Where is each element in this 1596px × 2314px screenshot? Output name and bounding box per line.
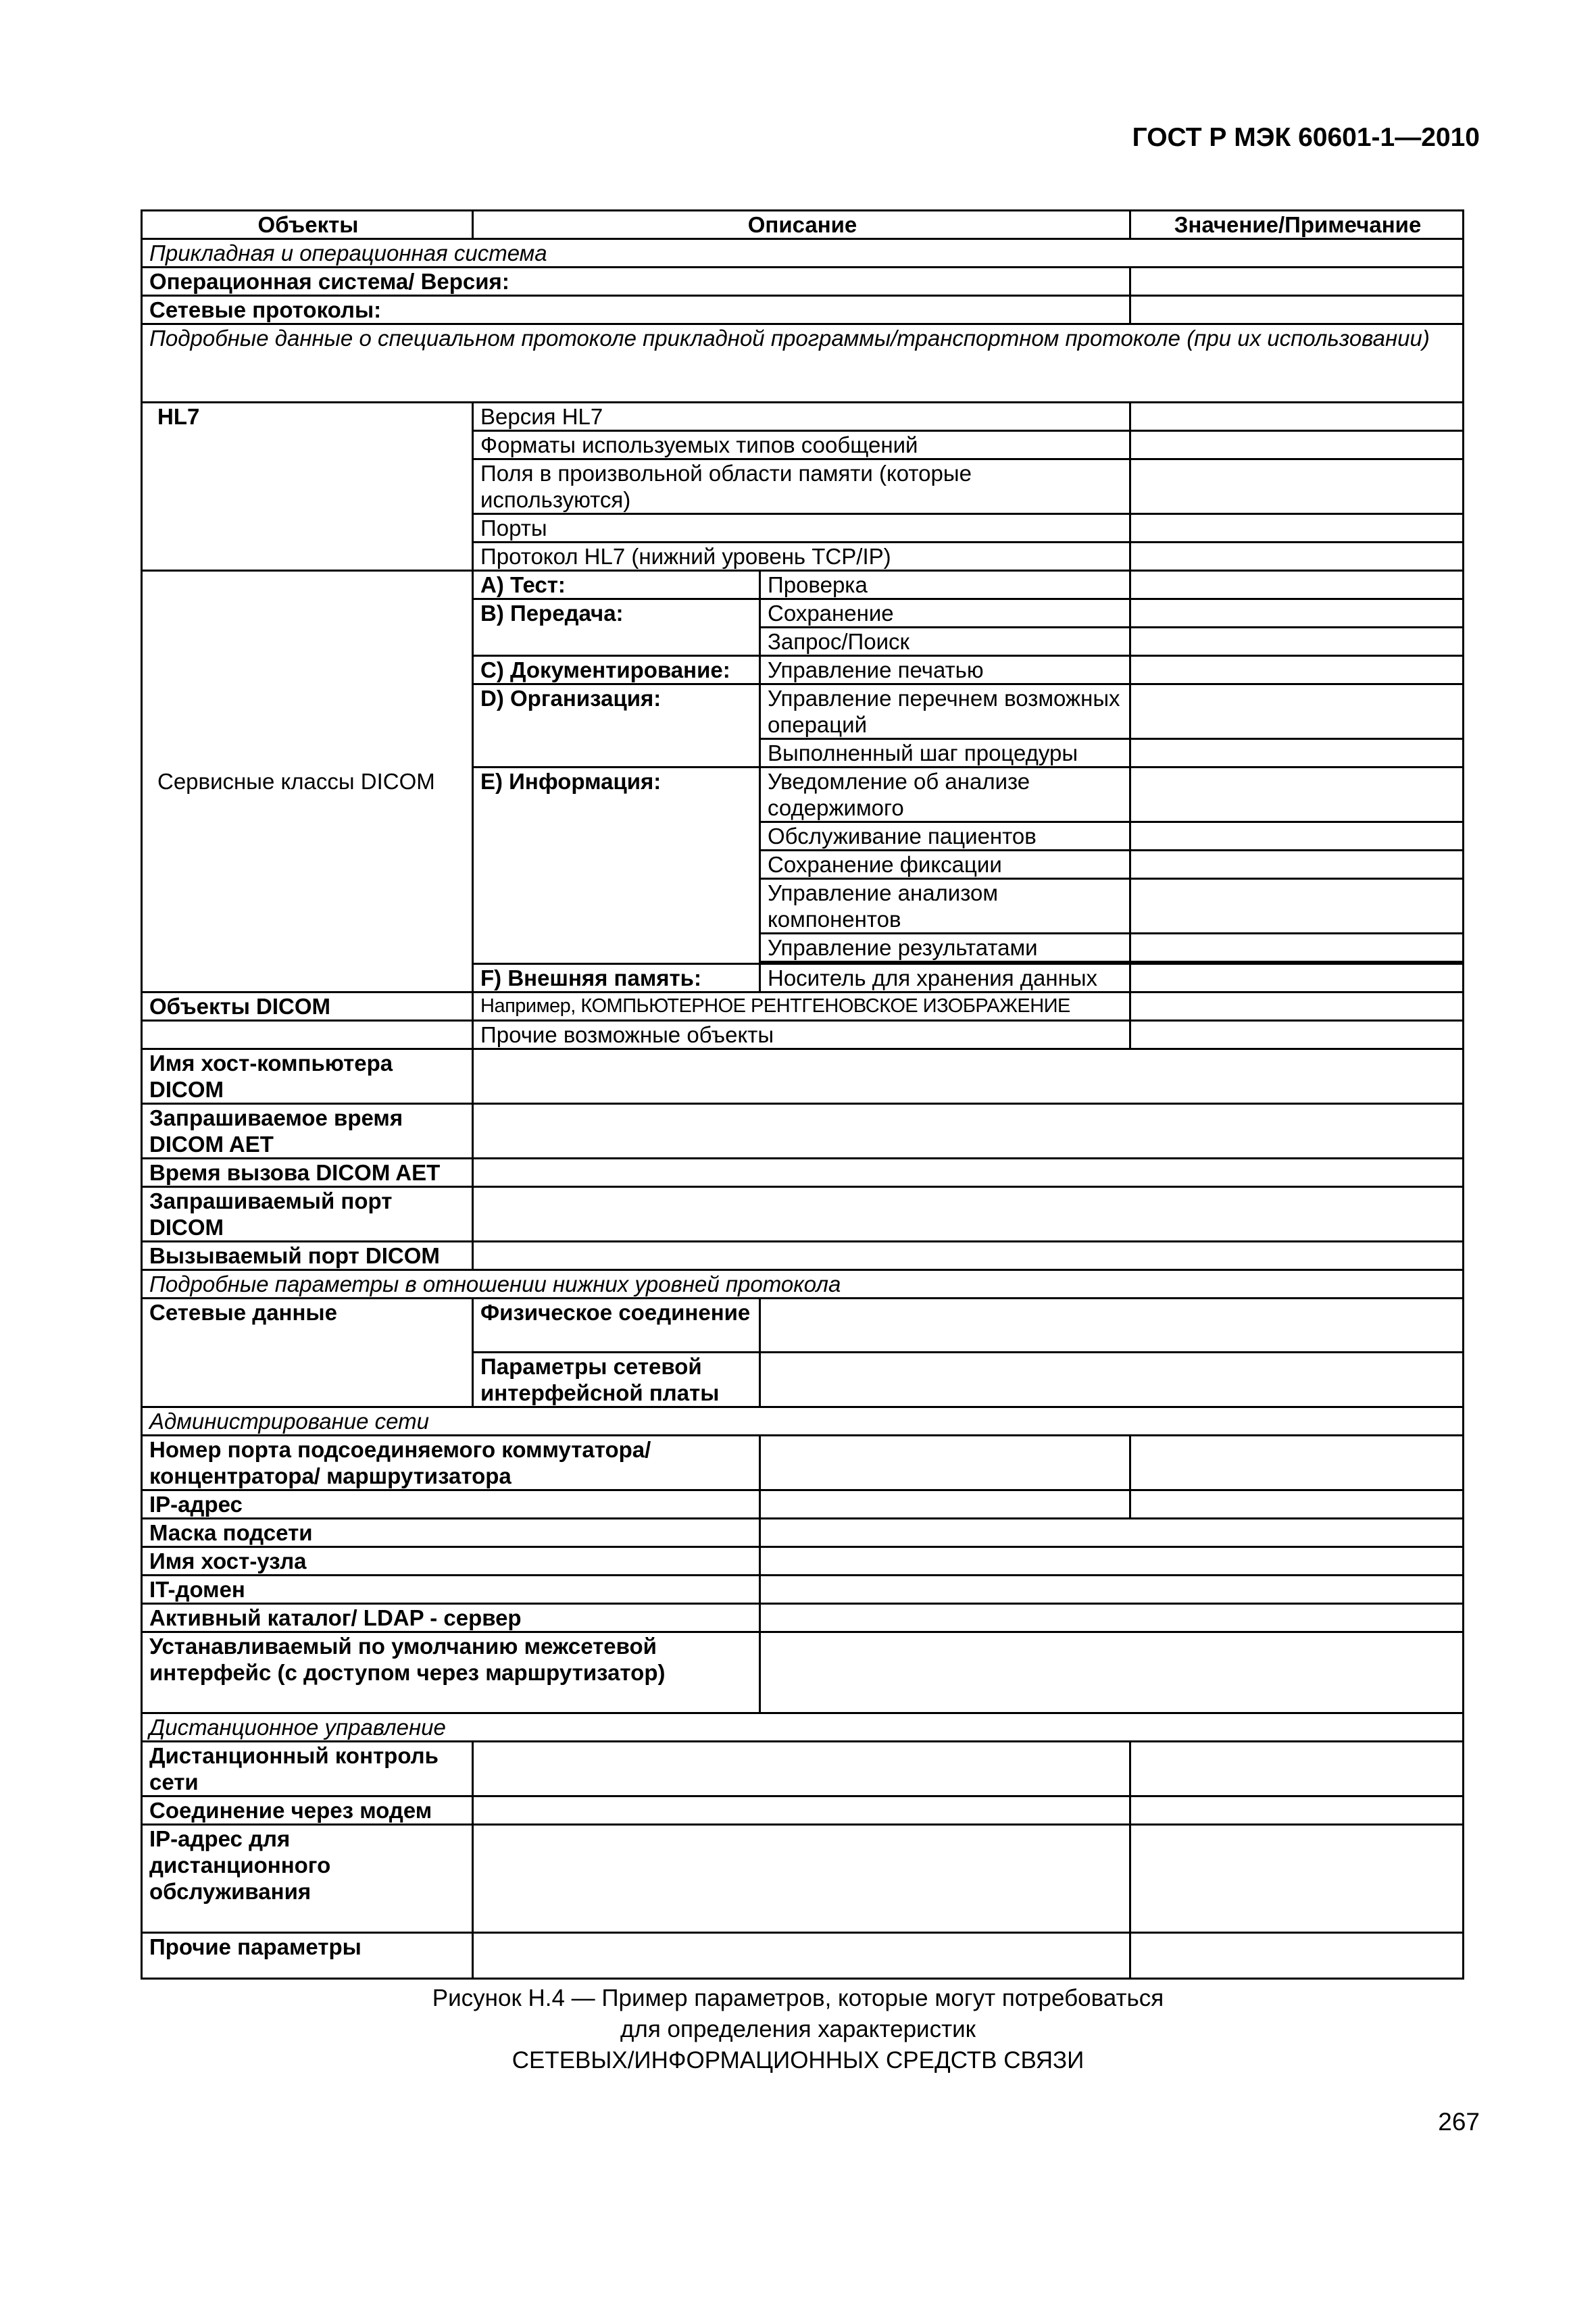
admin-subnet-value[interactable] (760, 1519, 1464, 1547)
dicom-requested-port-label: Запрашиваемый порт DICOM (142, 1187, 473, 1242)
dicom-service-value[interactable] (1130, 934, 1464, 962)
remote-ip-label: IP-адрес для дистанционного обслуживания (142, 1825, 473, 1933)
dicom-service-item: Управление результатами (760, 934, 1130, 962)
admin-ip-label: IP-адрес (142, 1490, 760, 1519)
nic-params-value[interactable] (760, 1353, 1464, 1407)
modem-connection-value[interactable] (473, 1796, 1130, 1825)
dicom-service-class-c: C) Документирование: (473, 656, 760, 684)
dicom-service-value[interactable] (1130, 739, 1464, 768)
os-version-value[interactable] (1130, 268, 1464, 296)
admin-gateway-label: Устанавливаемый по умолчанию межсетевой интерфейс (с доступом через маршрутизатор) (142, 1632, 760, 1713)
remote-monitoring-note[interactable] (1130, 1742, 1464, 1796)
dicom-objects-example: Например, КОМПЬЮТЕРНОЕ РЕНТГЕНОВСКОЕ ИЗОБРАЖЕНИЕ (473, 992, 1130, 1021)
dicom-objects-value[interactable] (1130, 992, 1464, 1021)
modem-connection-note[interactable] (1130, 1796, 1464, 1825)
section-remote: Дистанционное управление (142, 1713, 1464, 1742)
dicom-service-item: Управление печатью (760, 656, 1130, 684)
page-number: 267 (1438, 2108, 1480, 2136)
admin-subnet-label: Маска подсети (142, 1519, 760, 1547)
dicom-service-value[interactable] (1130, 851, 1464, 879)
dicom-objects-empty (142, 1021, 473, 1049)
standard-header: ГОСТ Р МЭК 60601-1—2010 (1132, 123, 1480, 152)
hl7-value[interactable] (1130, 459, 1464, 514)
admin-gateway-value[interactable] (760, 1632, 1464, 1713)
parameters-table (141, 209, 1464, 1980)
network-protocols-value[interactable] (1130, 296, 1464, 324)
dicom-service-value[interactable] (1130, 822, 1464, 851)
admin-switch-port-label: Номер порта подсоединяемого коммутатора/ концентратора/ маршрутизатора (142, 1436, 760, 1490)
dicom-service-item: Носитель для хранения данных (760, 964, 1130, 992)
other-params-value[interactable] (473, 1933, 1130, 1979)
hl7-item: Протокол HL7 (нижний уровень TCP/IP) (473, 543, 1130, 571)
dicom-objects-other: Прочие возможные объекты (473, 1021, 1130, 1049)
remote-monitoring-label: Дистанционный контроль сети (142, 1742, 473, 1796)
dicom-service-value[interactable] (1130, 768, 1464, 822)
nic-params-label: Параметры сетевой интерфейсной платы (473, 1353, 760, 1407)
admin-hostname-label: Имя хост-узла (142, 1547, 760, 1576)
col-value-header: Значение/Примечание (1130, 211, 1464, 239)
dicom-service-value[interactable] (1130, 628, 1464, 656)
admin-switch-port-value[interactable] (760, 1436, 1130, 1490)
dicom-service-class-e: E) Информация: (473, 768, 760, 964)
admin-ip-note[interactable] (1130, 1490, 1464, 1519)
dicom-service-value[interactable] (1130, 684, 1464, 739)
admin-switch-port-note[interactable] (1130, 1436, 1464, 1490)
remote-ip-value[interactable] (473, 1825, 1130, 1933)
remote-ip-note[interactable] (1130, 1825, 1464, 1933)
dicom-service-item: Сохранение фиксации (760, 851, 1130, 879)
dicom-called-port-value[interactable] (473, 1242, 1464, 1270)
dicom-service-value[interactable] (1130, 656, 1464, 684)
dicom-call-time-value[interactable] (473, 1159, 1464, 1187)
physical-connection-value[interactable] (760, 1299, 1464, 1353)
dicom-service-item: Сохранение (760, 599, 1130, 628)
dicom-service-value[interactable] (1130, 879, 1464, 934)
hl7-item: Форматы используемых типов сообщений (473, 431, 1130, 459)
hl7-item: Порты (473, 514, 1130, 543)
section-app-os: Прикладная и операционная система (142, 239, 1464, 268)
section-network-admin: Администрирование сети (142, 1407, 1464, 1436)
dicom-called-port-label: Вызываемый порт DICOM (142, 1242, 473, 1270)
dicom-service-value[interactable] (1130, 964, 1464, 992)
dicom-services-label: Сервисные классы DICOM (142, 571, 473, 992)
hl7-item: Поля в произвольной области памяти (которые используются) (473, 459, 1130, 514)
figure-caption-line3: СЕТЕВЫХ/ИНФОРМАЦИОННЫХ СРЕДСТВ СВЯЗИ (512, 2047, 1084, 2073)
dicom-service-item: Запрос/Поиск (760, 628, 1130, 656)
dicom-service-item: Управление перечнем возможных операций (760, 684, 1130, 739)
dicom-service-item: Управление анализом компонентов (760, 879, 1130, 934)
hl7-value[interactable] (1130, 403, 1464, 431)
dicom-host-value[interactable] (473, 1049, 1464, 1104)
dicom-service-value[interactable] (1130, 571, 1464, 599)
admin-it-domain-value[interactable] (760, 1576, 1464, 1604)
admin-it-domain-label: IT-домен (142, 1576, 760, 1604)
os-version-label: Операционная система/ Версия: (142, 268, 1130, 296)
dicom-service-item: Уведомление об анализе содержимого (760, 768, 1130, 822)
hl7-label: HL7 (142, 403, 473, 571)
dicom-service-class-d: D) Организация: (473, 684, 760, 768)
admin-ldap-value[interactable] (760, 1604, 1464, 1632)
physical-connection-label: Физическое соединение (473, 1299, 760, 1353)
dicom-requested-time-value[interactable] (473, 1104, 1464, 1159)
dicom-service-class-f: F) Внешняя память: (473, 964, 760, 992)
other-params-label: Прочие параметры (142, 1933, 473, 1979)
hl7-value[interactable] (1130, 514, 1464, 543)
dicom-service-class-a: A) Тест: (473, 571, 760, 599)
hl7-value[interactable] (1130, 543, 1464, 571)
section-lower-levels: Подробные параметры в отношении нижних уровней протокола (142, 1270, 1464, 1299)
hl7-item: Версия HL7 (473, 403, 1130, 431)
dicom-service-class-b: B) Передача: (473, 599, 760, 656)
dicom-call-time-label: Время вызова DICOM AET (142, 1159, 473, 1187)
admin-hostname-value[interactable] (760, 1547, 1464, 1576)
dicom-requested-time-label: Запрашиваемое время DICOM AET (142, 1104, 473, 1159)
dicom-host-label: Имя хост-компьютера DICOM (142, 1049, 473, 1104)
figure-caption-line1: Рисунок Н.4 — Пример параметров, которые могут потребоваться (432, 1985, 1164, 2011)
dicom-service-item: Выполненный шаг процедуры (760, 739, 1130, 768)
admin-ip-value[interactable] (760, 1490, 1130, 1519)
col-description-header: Описание (473, 211, 1130, 239)
remote-monitoring-value[interactable] (473, 1742, 1130, 1796)
figure-caption-line2: для определения характеристик (620, 2016, 976, 2042)
hl7-value[interactable] (1130, 431, 1464, 459)
dicom-requested-port-value[interactable] (473, 1187, 1464, 1242)
col-objects-header: Объекты (142, 211, 473, 239)
dicom-service-value[interactable] (1130, 599, 1464, 628)
network-protocols-label: Сетевые протоколы: (142, 296, 1130, 324)
other-params-note[interactable] (1130, 1933, 1464, 1979)
protocol-details-note: Подробные данные о специальном протоколе прикладной программы/транспортном протоколе (при их использовании) (142, 324, 1464, 403)
modem-connection-label: Соединение через модем (142, 1796, 473, 1825)
network-data-label: Сетевые данные (142, 1299, 473, 1407)
dicom-objects-value[interactable] (1130, 1021, 1464, 1049)
dicom-objects-label: Объекты DICOM (142, 992, 473, 1021)
admin-ldap-label: Активный каталог/ LDAP - сервер (142, 1604, 760, 1632)
dicom-service-item: Обслуживание пациентов (760, 822, 1130, 851)
dicom-service-item: Проверка (760, 571, 1130, 599)
